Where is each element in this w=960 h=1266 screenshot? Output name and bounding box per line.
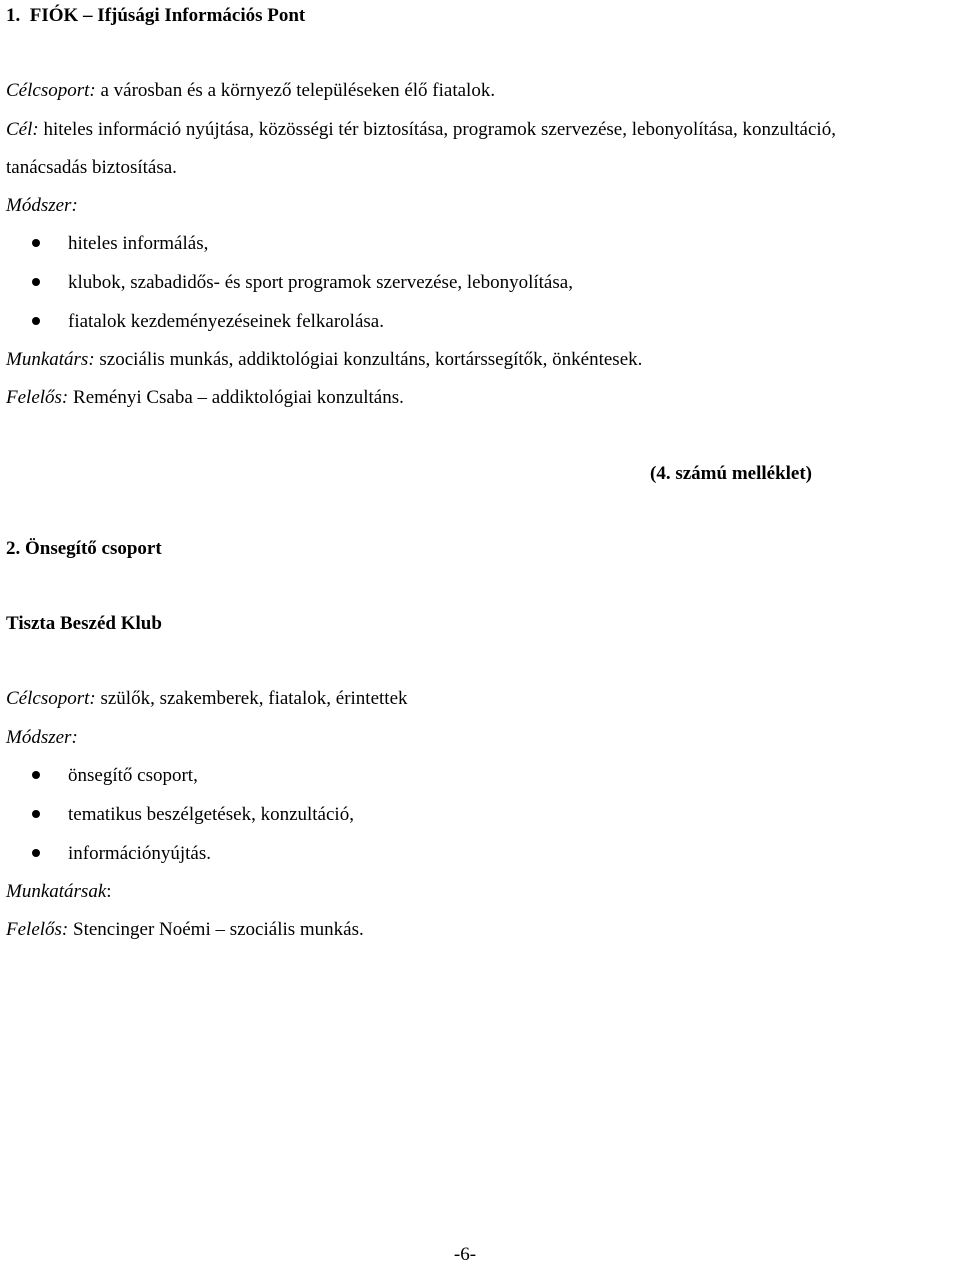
target-group-label: Célcsoport: [6,688,96,709]
responsible-label: Felelős: [6,919,69,940]
target-group-label: Célcsoport: [6,80,96,101]
section1-target-group [6,80,495,102]
bullet-dot [32,317,40,325]
bullet-dot [32,771,40,779]
bullet-dot [32,239,40,247]
section2-subheading: Tiszta Beszéd Klub [6,613,162,634]
section2-method-label: Módszer: [6,727,78,748]
section2-bullet-3: információnyújtás. [68,843,211,864]
responsible-label: Felelős: [6,387,69,408]
responsible-text: Stencinger Noémi – szociális munkás. [68,919,364,940]
target-group-text: a városban és a környező településeken élő fiatalok. [95,80,496,101]
section2-bullet-2: tematikus beszélgetések, konzultáció, [68,804,354,825]
goal-label: Cél: [6,119,39,140]
responsible-text: Reményi Csaba – addiktológiai konzultáns. [68,387,404,408]
section2-target-group [6,688,408,710]
section1-bullet-2: klubok, szabadidős- és sport programok szervezése, lebonyolítása, [68,272,573,293]
section2-heading: 2. Önsegítő csoport [6,538,162,559]
bullet-dot [32,278,40,286]
section1-bullet-3: fiatalok kezdeményezéseinek felkarolása. [68,311,384,332]
annex-reference: (4. számú melléklet) [650,463,812,484]
section2-responsible [6,919,364,941]
section1-responsible [6,387,404,409]
section1-method-label: Módszer: [6,195,78,216]
goal-text: hiteles információ nyújtása, közösségi tér biztosítása, programok szervezése, lebonyolítása, konzultáció, [38,119,836,140]
section1-staff [6,349,642,371]
staff-text: szociális munkás, addiktológiai konzultáns, kortárssegítők, önkéntesek. [94,349,643,370]
target-group-text: szülők, szakemberek, fiatalok, érintettek [95,688,408,709]
section1-goal [6,119,836,141]
staff-label: Munkatársak [6,881,107,902]
bullet-dot [32,810,40,818]
section1-goal-cont: tanácsadás biztosítása. [6,157,177,178]
section1-heading: 1. FIÓK – Ifjúsági Információs Pont [6,5,306,26]
page-number: -6- [453,1244,477,1265]
bullet-dot [32,849,40,857]
section2-staff [6,881,112,903]
staff-label: Munkatárs: [6,349,95,370]
section1-bullet-1: hiteles informálás, [68,233,209,254]
staff-colon: : [106,881,112,902]
section2-bullet-1: önsegítő csoport, [68,765,198,786]
